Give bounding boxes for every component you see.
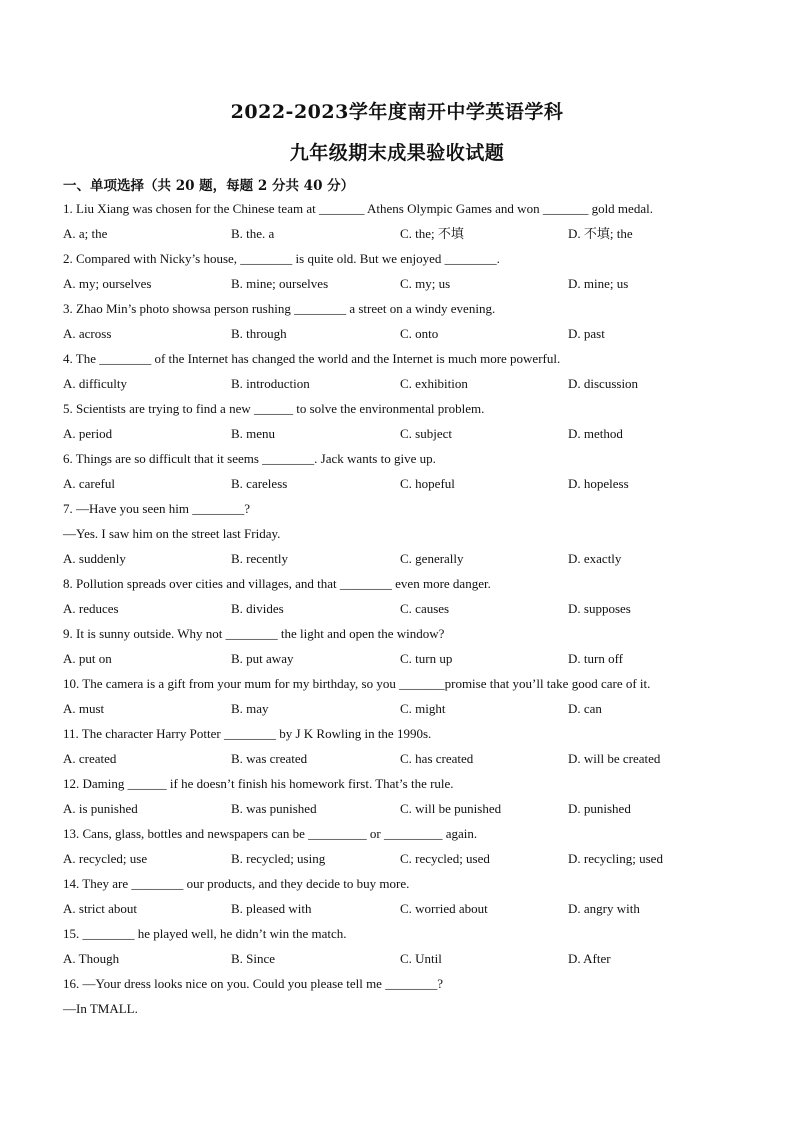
question-stem: 9. It is sunny outside. Why not ________ the light and open the window? [63,626,445,641]
option-row [63,749,743,774]
option-a: A. recycled; use [63,851,148,866]
option-row [63,324,743,349]
option-c: C. worried about [400,901,488,916]
question-stem: 4. The ________ of the Internet has changed the world and the Internet is much more powerful. [63,351,561,366]
option-d: D. hopeless [568,476,629,491]
option-d: D. can [568,701,602,716]
option-c: C. has created [400,751,474,766]
option-d: D. method [568,426,623,441]
question-reply: —In TMALL. [63,1001,138,1016]
question-stem: 1. Liu Xiang was chosen for the Chinese team at _______ Athens Olympic Games and won _______ gold medal. [63,201,653,216]
option-b: B. menu [231,426,276,441]
question-stem: 11. The character Harry Potter ________ by J K Rowling in the 1990s. [63,726,432,741]
question-list [63,199,743,1024]
question-stem: 13. Cans, glass, bottles and newspapers can be _________ or _________ again. [63,826,478,841]
option-b: B. the. a [231,226,275,241]
option-c: C. Until [400,951,442,966]
option-row [63,599,743,624]
option-row [63,799,743,824]
option-row [63,699,743,724]
option-c: C. hopeful [400,476,455,491]
option-a: A. must [63,701,105,716]
option-d: D. After [568,951,611,966]
question-stem: 7. —Have you seen him ________? [63,501,251,516]
option-c: C. exhibition [400,376,468,391]
question-stem: 12. Daming ______ if he doesn’t finish his homework first. That’s the rule. [63,776,454,791]
option-a: A. reduces [63,601,119,616]
option-a: A. across [63,326,112,341]
option-row [63,374,743,399]
option-b: B. pleased with [231,901,312,916]
option-d: D. past [568,326,605,341]
question-stem: 16. —Your dress looks nice on you. Could you please tell me ________? [63,976,443,991]
option-d: D. will be created [568,751,661,766]
option-b: B. was created [231,751,308,766]
option-a: A. a; the [63,226,108,241]
option-d: D. supposes [568,601,631,616]
option-b: B. mine; ourselves [231,276,329,291]
option-d: D. punished [568,801,631,816]
option-row [63,474,743,499]
option-b: B. put away [231,651,294,666]
option-c: C. subject [400,426,452,441]
question-stem: 3. Zhao Min’s photo showsa person rushing ________ a street on a windy evening. [63,301,496,316]
question-reply: —Yes. I saw him on the street last Friday. [63,526,281,541]
question-stem: 10. The camera is a gift from your mum for my birthday, so you _______promise that you’ll take good care of it. [63,676,651,691]
option-a: A. put on [63,651,112,666]
option-c: C. recycled; used [400,851,490,866]
option-b: B. introduction [231,376,310,391]
option-c: C. generally [400,551,464,566]
option-a: A. period [63,426,113,441]
option-d: D. recycling; used [568,851,663,866]
question-stem: 2. Compared with Nicky’s house, ________ is quite old. But we enjoyed ________. [63,251,500,266]
option-c: C. my; us [400,276,451,291]
option-row [63,649,743,674]
option-row [63,274,743,299]
question-stem: 5. Scientists are trying to find a new ______ to solve the environmental problem. [63,401,485,416]
option-c: C. might [400,701,446,716]
option-d: D. angry with [568,901,640,916]
question-stem: 14. They are ________ our products, and they decide to buy more. [63,876,410,891]
option-c: C. turn up [400,651,453,666]
option-a: A. careful [63,476,115,491]
question-stem: 8. Pollution spreads over cities and villages, and that ________ even more danger. [63,576,491,591]
option-a: A. my; ourselves [63,276,152,291]
option-d: D. discussion [568,376,639,391]
option-c: C. causes [400,601,450,616]
option-c: C. onto [400,326,439,341]
section-heading: 一、单项选择（共 20 题，每题 2 分共 40 分） [63,178,355,194]
option-b: B. recently [231,551,289,566]
option-b: B. may [231,701,269,716]
option-row [63,549,743,574]
option-row [63,949,743,974]
option-a: A. Though [63,951,120,966]
option-b: B. Since [231,951,276,966]
option-b: B. through [231,326,287,341]
option-a: A. created [63,751,117,766]
option-b: B. recycled; using [231,851,326,866]
question-stem: 6. Things are so difficult that it seems ________. Jack wants to give up. [63,451,436,466]
option-c: C. will be punished [400,801,502,816]
option-row [63,424,743,449]
option-d: D. 不填; the [568,226,633,241]
exam-subtitle: 九年级期末成果验收试题 [289,142,505,164]
option-a: A. suddenly [63,551,126,566]
option-a: A. is punished [63,801,138,816]
option-d: D. mine; us [568,276,629,291]
question-stem: 15. ________ he played well, he didn’t win the match. [63,926,347,941]
option-row [63,224,743,249]
option-a: A. difficulty [63,376,128,391]
option-c: C. the; 不填 [400,226,464,241]
option-b: B. divides [231,601,284,616]
exam-title: 2022-2023学年度南开中学英语学科 [230,101,564,123]
option-b: B. careless [231,476,288,491]
option-row [63,849,743,874]
option-row [63,899,743,924]
option-d: D. exactly [568,551,622,566]
option-d: D. turn off [568,651,624,666]
option-a: A. strict about [63,901,138,916]
option-b: B. was punished [231,801,317,816]
